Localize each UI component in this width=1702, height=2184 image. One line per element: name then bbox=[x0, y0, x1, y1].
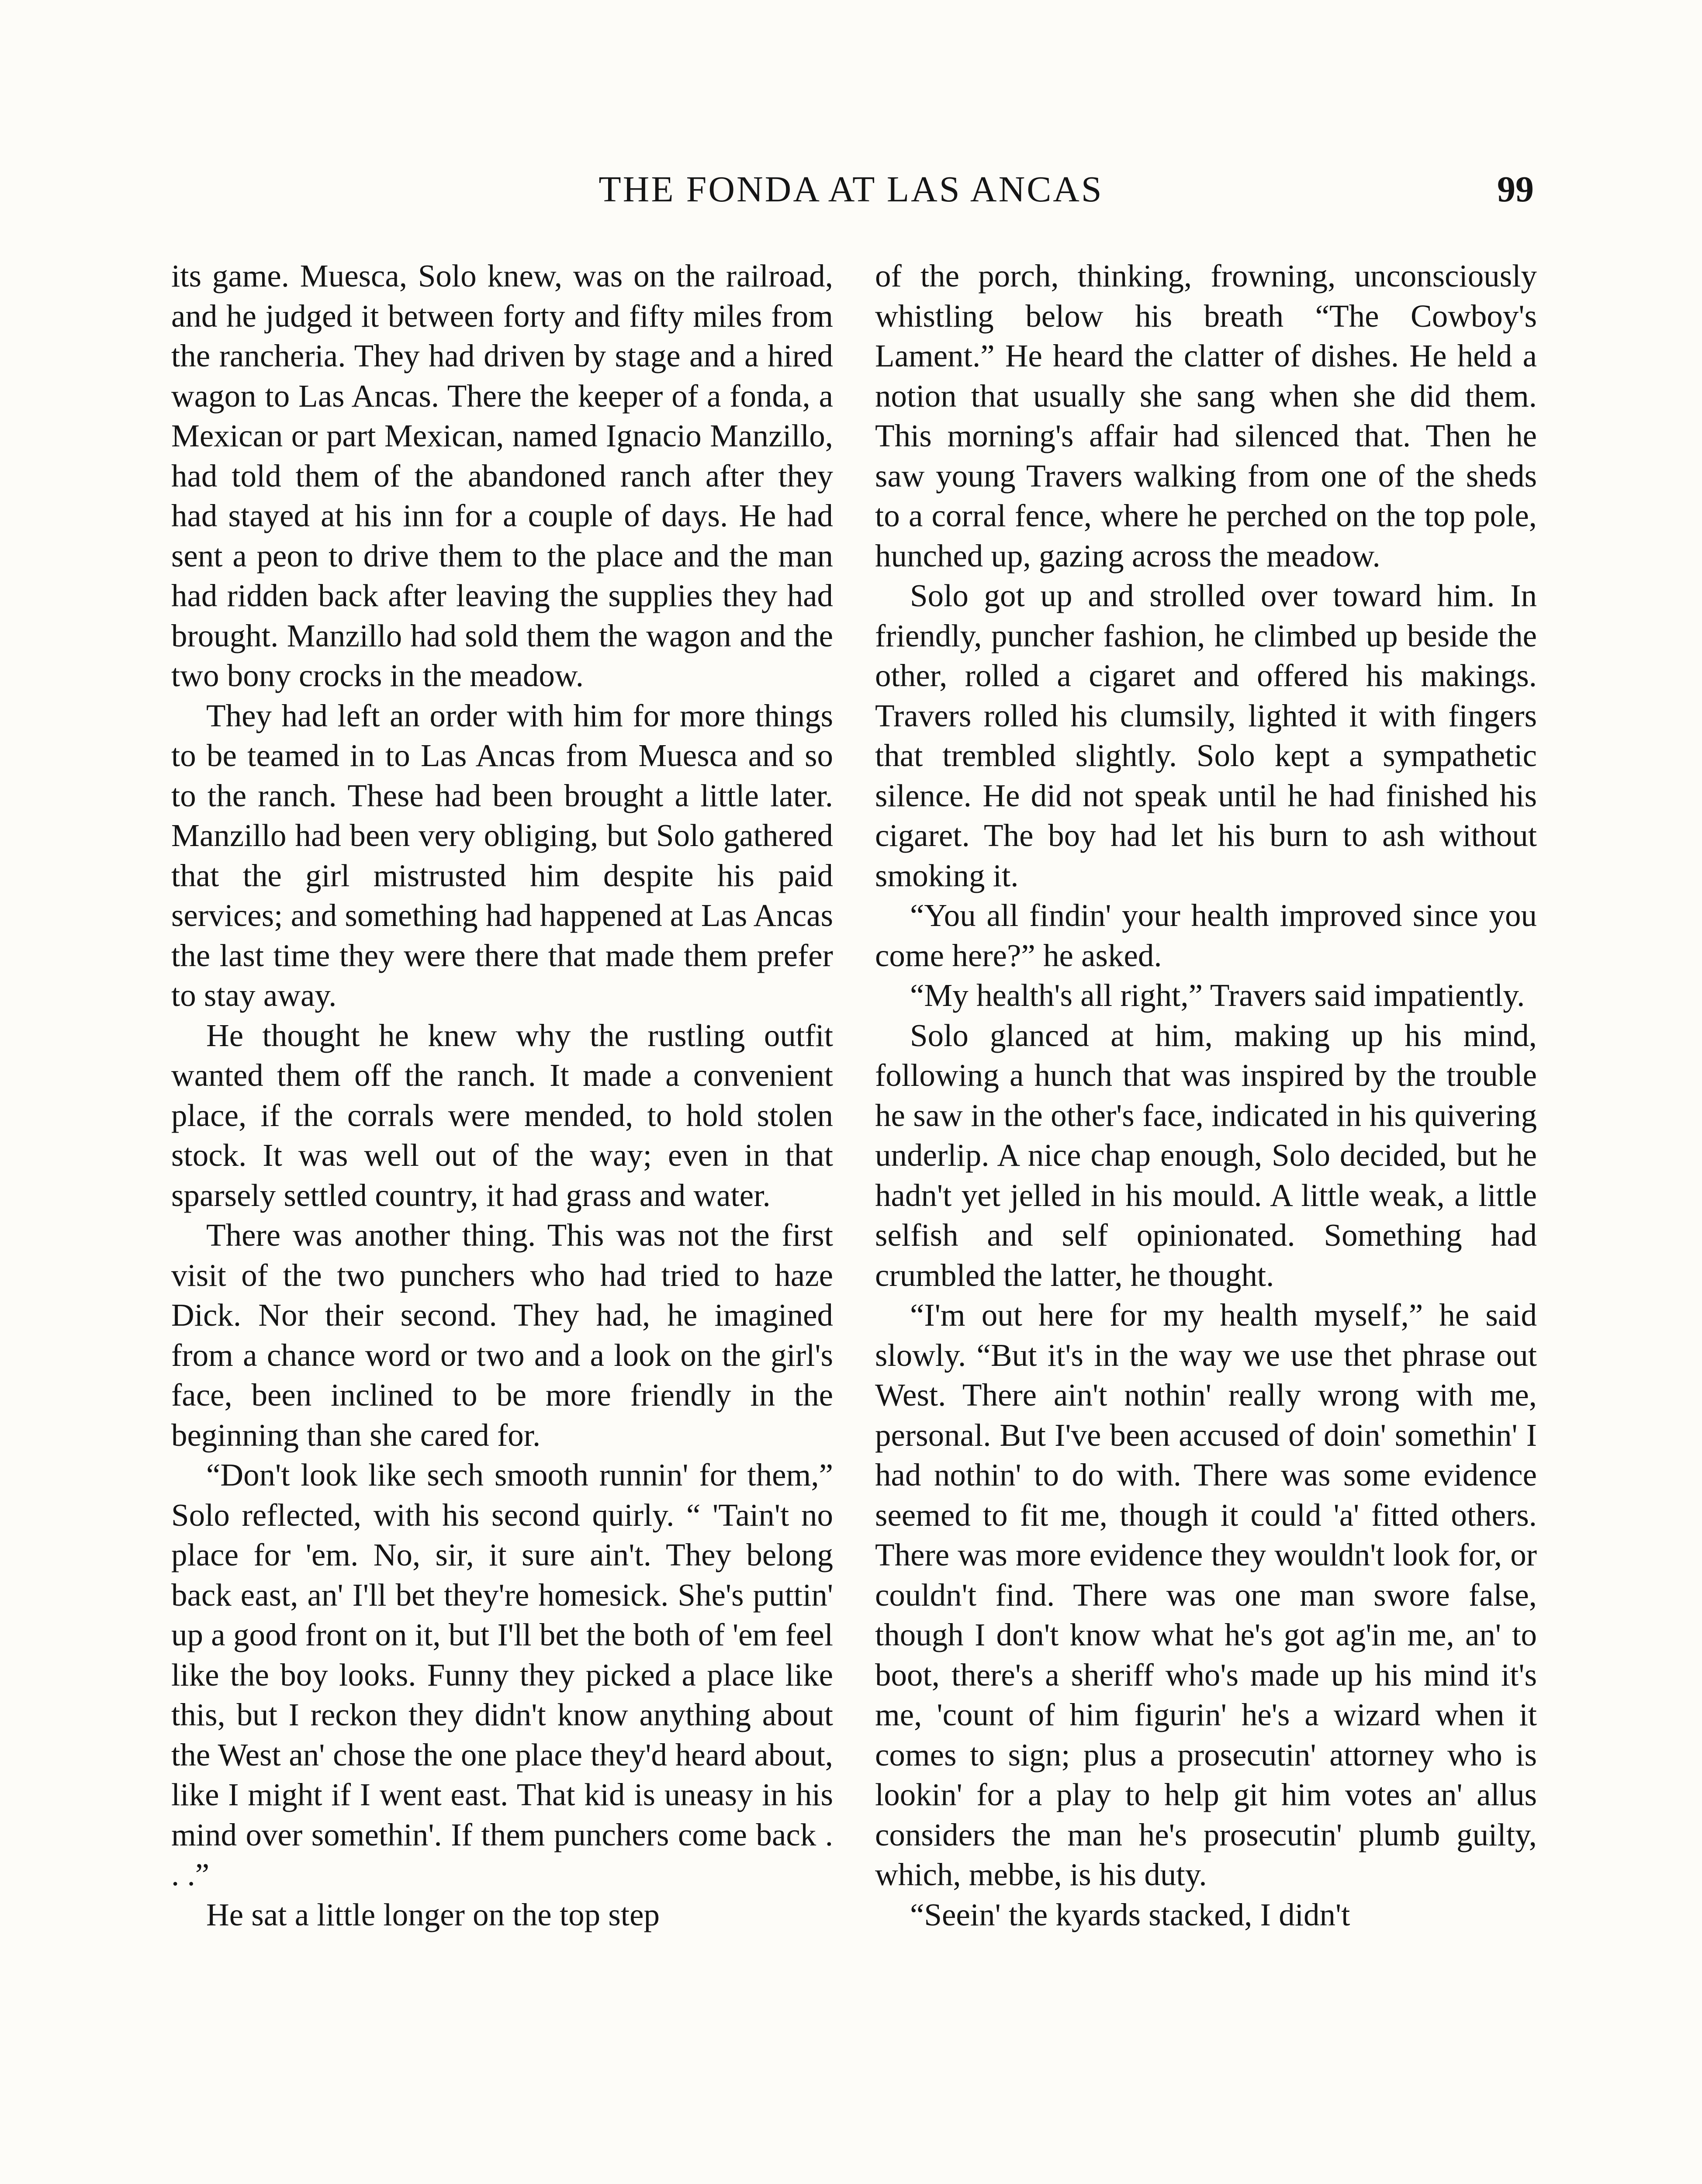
left-text-column bbox=[171, 256, 833, 1935]
right-text-column bbox=[875, 256, 1537, 1935]
paragraph: “My health's all right,” Travers said impatiently. bbox=[910, 978, 1525, 1013]
paragraph: There was another thing. This was not the first visit of the two punchers who had tried to haze Dick. Nor their second. They had, he imagined from a chance word or two and a look on the girl's face, been inclined to be more friendly in the beginning than she cared for. bbox=[171, 1217, 833, 1453]
paragraph: “Seein' the kyards stacked, I didn't bbox=[910, 1897, 1350, 1932]
page-number: 99 bbox=[1497, 169, 1534, 210]
paragraph: “You all findin' your health improved since you come here?” he asked. bbox=[875, 898, 1537, 973]
paragraph: He sat a little longer on the top step bbox=[206, 1897, 660, 1932]
paragraph: its game. Muesca, Solo knew, was on the railroad, and he judged it between forty and fifty miles from the rancheria. They had driven by stage and a hired wagon to Las Ancas. There the keeper of a fonda, a Mexican or part Mexican, named Ignacio Manzillo, had told them of the abandoned ranch after they had stayed at his inn for a couple of days. He had sent a peon to drive them to the place and the man had ridden back after leaving the supplies they had brought. Manzillo had sold them the wagon and the two bony crocks in the meadow. bbox=[171, 258, 833, 693]
paragraph: “Don't look like sech smooth runnin' for them,” Solo reflected, with his second quirly. “ 'Tain't no place for 'em. No, sir, it sure ain't. They belong back east, an' I'll bet they're homesick. She's puttin' up a good front on it, but I'll bet the both of 'em feel like the boy looks. Funny they picked a place like this, but I reckon they didn't know anything about the West an' chose the one place they'd heard about, like I might if I went east. That kid is uneasy in his mind over somethin'. If them punchers come back . . .” bbox=[171, 1457, 833, 1892]
paragraph: He thought he knew why the rustling outfit wanted them off the ranch. It made a convenient place, if the corrals were mended, to hold stolen stock. It was well out of the way; even in that sparsely settled country, it had grass and water. bbox=[171, 1017, 833, 1213]
paragraph: “I'm out here for my health myself,” he said slowly. “But it's in the way we use thet phrase out West. There ain't nothin' really wrong with me, personal. But I've been accused of doin' somethin' I had nothin' to do with. There was some evidence seemed to fit me, though it could 'a' fitted others. There was more evidence they wouldn't look for, or couldn't find. There was one man swore false, though I don't know what he's got ag'in me, an' to boot, there's a sheriff who's made up his mind it's me, 'count of him figurin' he's a wizard when it comes to sign; plus a prosecutin' attorney who is lookin' for a play to help git him votes an' allus considers the man he's prosecutin' plumb guilty, which, mebbe, is his duty. bbox=[875, 1297, 1537, 1892]
page-header bbox=[0, 168, 1702, 225]
paragraph: Solo got up and strolled over toward him. In friendly, puncher fashion, he climbed up beside the other, rolled a cigaret and offered his makings. Travers rolled his clumsily, lighted it with fingers that trembled slightly. Solo kept a sympathetic silence. He did not speak until he had finished his cigaret. The boy had let his burn to ash without smoking it. bbox=[875, 578, 1537, 893]
running-title: THE FONDA AT LAS ANCAS bbox=[598, 169, 1104, 210]
paragraph: They had left an order with him for more things to be teamed in to Las Ancas from Muesca and so to the ranch. These had been brought a little later. Manzillo had been very obliging, but Solo gathered that the girl mistrusted him despite his paid services; and something had happened at Las Ancas the last time they were there that made them prefer to stay away. bbox=[171, 698, 833, 1013]
paragraph: Solo glanced at him, making up his mind, following a hunch that was inspired by the trouble he saw in the other's face, indicated in his quivering underlip. A nice chap enough, Solo decided, but he hadn't yet jelled in his mould. A little weak, a little selfish and self opinionated. Something had crumbled the latter, he thought. bbox=[875, 1017, 1537, 1293]
paragraph: of the porch, thinking, frowning, unconsciously whistling below his breath “The Cowboy's Lament.” He heard the clatter of dishes. He held a notion that usually she sang when she did them. This morning's affair had silenced that. Then he saw young Travers walking from one of the sheds to a corral fence, where he perched on the top pole, hunched up, gazing across the meadow. bbox=[875, 258, 1537, 574]
